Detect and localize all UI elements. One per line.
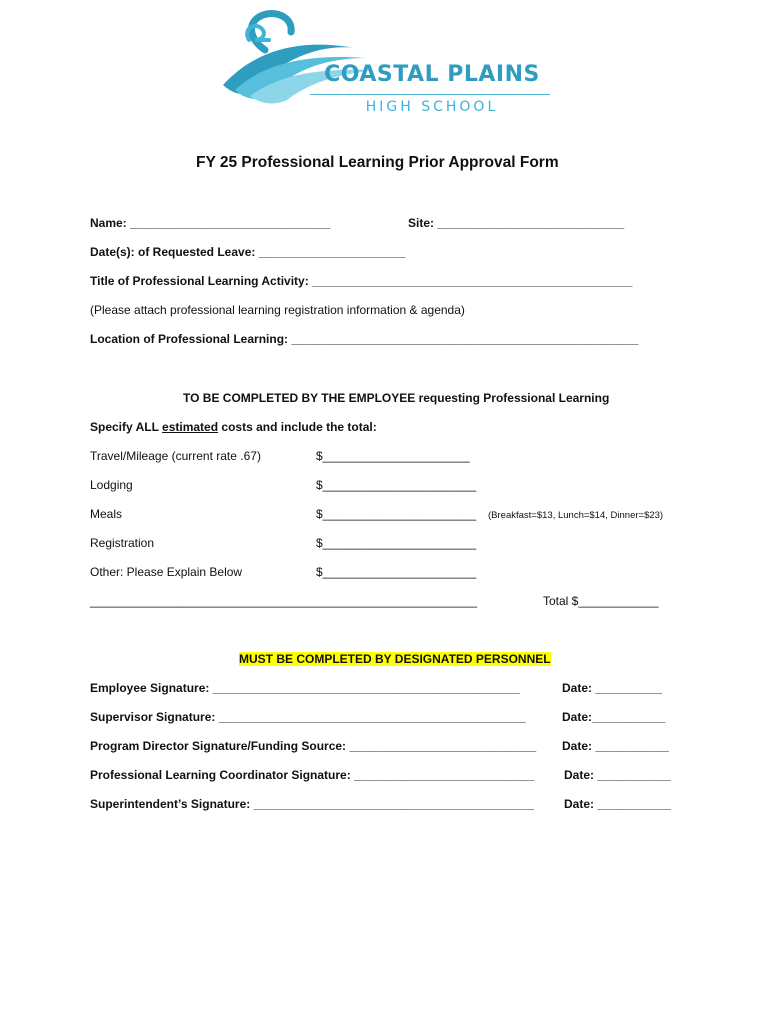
program-director-signature-field[interactable]: Program Director Signature/Funding Source: ____________________________	[90, 739, 537, 753]
cost-field-other[interactable]: $_______________________	[316, 565, 477, 579]
attach-note: (Please attach professional learning registration information & agenda)	[90, 303, 465, 317]
school-subtitle: HIGH SCHOOL	[365, 99, 499, 115]
employee-signature-field[interactable]: Employee Signature: ______________________________________________	[90, 681, 520, 695]
costs-instruction-suffix: costs and include the total:	[218, 420, 377, 434]
supervisor-signature-field[interactable]: Supervisor Signature: ______________________________________________	[90, 710, 526, 724]
logo-divider	[310, 94, 550, 95]
cost-label-meals: Meals	[90, 507, 123, 521]
cost-label-lodging: Lodging	[90, 478, 133, 492]
pl-coordinator-signature-date[interactable]: Date: ___________	[564, 768, 671, 782]
cost-field-travel[interactable]: $______________________	[316, 449, 470, 463]
personnel-section-heading	[239, 652, 551, 666]
school-name: COASTAL PLAINS	[324, 62, 540, 87]
site-field[interactable]: Site: ____________________________	[408, 216, 625, 230]
costs-instruction	[90, 420, 377, 434]
name-field[interactable]: Name: ______________________________	[90, 216, 331, 230]
superintendent-signature-field[interactable]: Superintendent’s Signature: __________________________________________	[90, 797, 534, 811]
supervisor-signature-date[interactable]: Date:___________	[562, 710, 666, 724]
cost-label-travel: Travel/Mileage (current rate .67)	[90, 449, 261, 463]
location-field[interactable]: Location of Professional Learning: ____________________________________________________	[90, 332, 639, 346]
dates-field[interactable]: Date(s): of Requested Leave: ______________________	[90, 245, 406, 259]
personnel-heading-text: MUST BE COMPLETED BY DESIGNATED PERSONNEL	[239, 652, 551, 666]
employee-signature-date[interactable]: Date: __________	[562, 681, 663, 695]
cost-field-lodging[interactable]: $_______________________	[316, 478, 477, 492]
school-logo	[215, 10, 560, 115]
cost-field-meals[interactable]: $_______________________	[316, 507, 477, 521]
other-explanation-line[interactable]: __________________________________________________________	[90, 594, 478, 608]
cost-field-registration[interactable]: $_______________________	[316, 536, 477, 550]
superintendent-signature-date[interactable]: Date: ___________	[564, 797, 671, 811]
form-title: FY 25 Professional Learning Prior Approval Form	[196, 154, 559, 171]
activity-title-field[interactable]: Title of Professional Learning Activity: ________________________________________________	[90, 274, 633, 288]
cost-label-other: Other: Please Explain Below	[90, 565, 243, 579]
meals-rate-note: (Breakfast=$13, Lunch=$14, Dinner=$23)	[488, 510, 664, 521]
costs-instruction-estimated: estimated	[162, 420, 219, 434]
employee-section-heading: TO BE COMPLETED BY THE EMPLOYEE requesting Professional Learning	[183, 391, 610, 405]
costs-instruction-prefix: Specify ALL	[90, 420, 163, 434]
total-field[interactable]: Total $____________	[543, 594, 659, 608]
cost-label-registration: Registration	[90, 536, 155, 550]
pl-coordinator-signature-field[interactable]: Professional Learning Coordinator Signature: ___________________________	[90, 768, 535, 782]
program-director-signature-date[interactable]: Date: ___________	[562, 739, 669, 753]
